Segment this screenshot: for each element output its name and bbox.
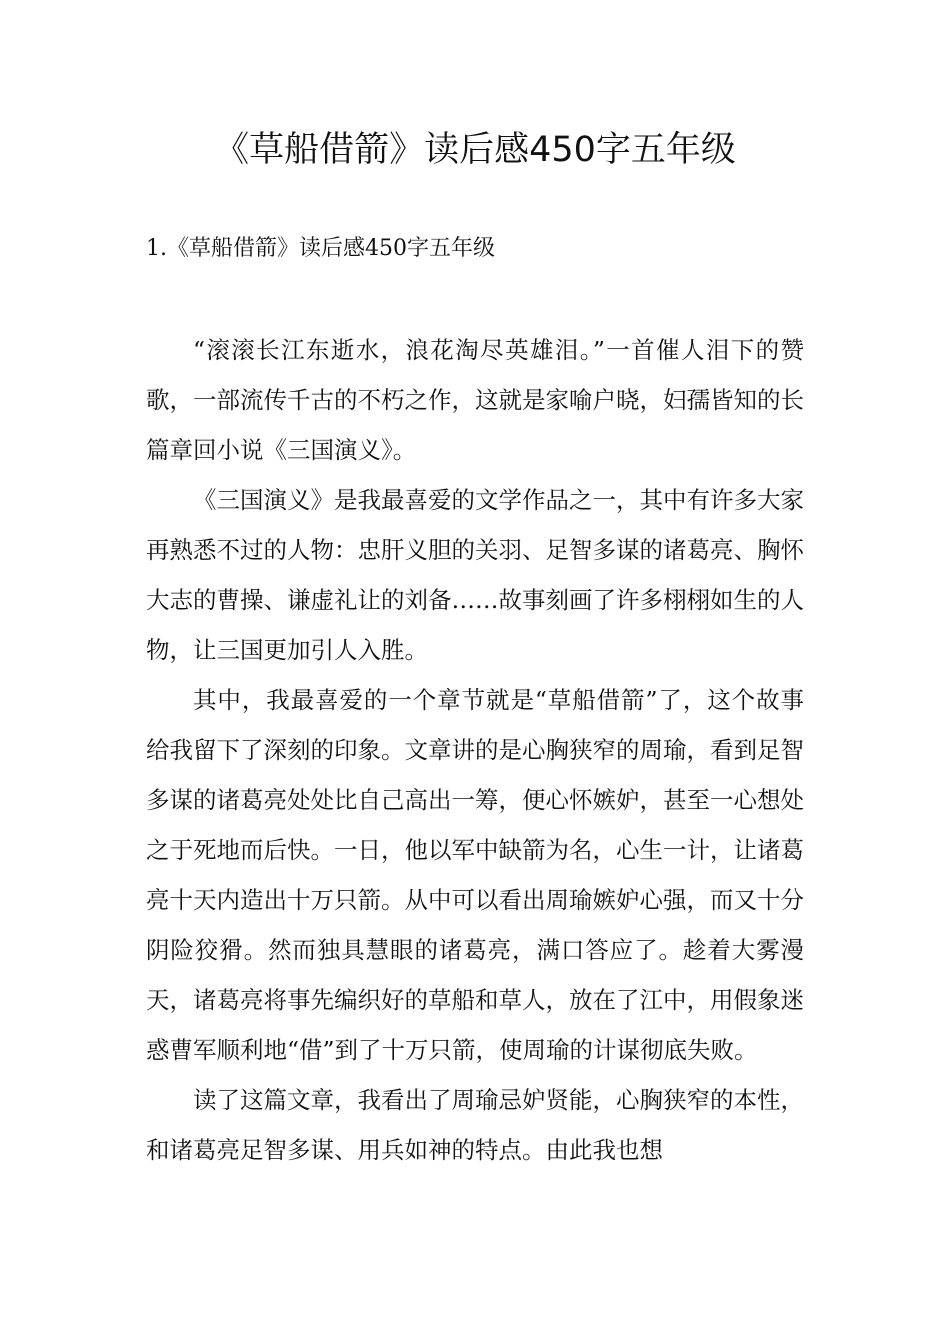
paragraph: 读了这篇文章，我看出了周瑜忌妒贤能，心胸狭窄的本性，和诸葛亮足智多谋、用兵如神的特点。由此我也想 [146,1086,804,1164]
paragraph: 其中，我最喜爱的一个章节就是“草船借箭”了，这个故事给我留下了深刻的印象。文章讲的是心胸狭窄的周瑜，看到足智多谋的诸葛亮处处比自己高出一筹，便心怀嫉妒，甚至一心想处之于死地而后快。一日，他以军中缺箭为名，心生一计，让诸葛亮十天内造出十万只箭。从中可以看出周瑜嫉妒心强，而又十分阴险狡猾。然而独具慧眼的诸葛亮，满口答应了。趁着大雾漫天，诸葛亮将事先编织好的草船和草人，放在了江中，用假象迷惑曹军顺利地“借”到了十万只箭，使周瑜的计谋彻底失败。 [146,686,804,1064]
paragraph: “滚滚长江东逝水，浪花淘尽英雄泪。”一首催人泪下的赞歌，一部流传千古的不朽之作，这就是家喻户晓，妇孺皆知的长篇章回小说《三国演义》。 [146,336,804,464]
paragraph: 《三国演义》是我最喜爱的文学作品之一，其中有许多大家再熟悉不过的人物：忠肝义胆的关羽、足智多谋的诸葛亮、胸怀大志的曹操、谦虚礼让的刘备……故事刻画了许多栩栩如生的人物，让三国更加引人入胜。 [146,486,804,664]
body-text [146,325,804,1175]
document-title: 《草船借箭》读后感450字五年级 [214,130,736,170]
section-heading: 1.《草船借箭》读后感450字五年级 [146,236,495,261]
